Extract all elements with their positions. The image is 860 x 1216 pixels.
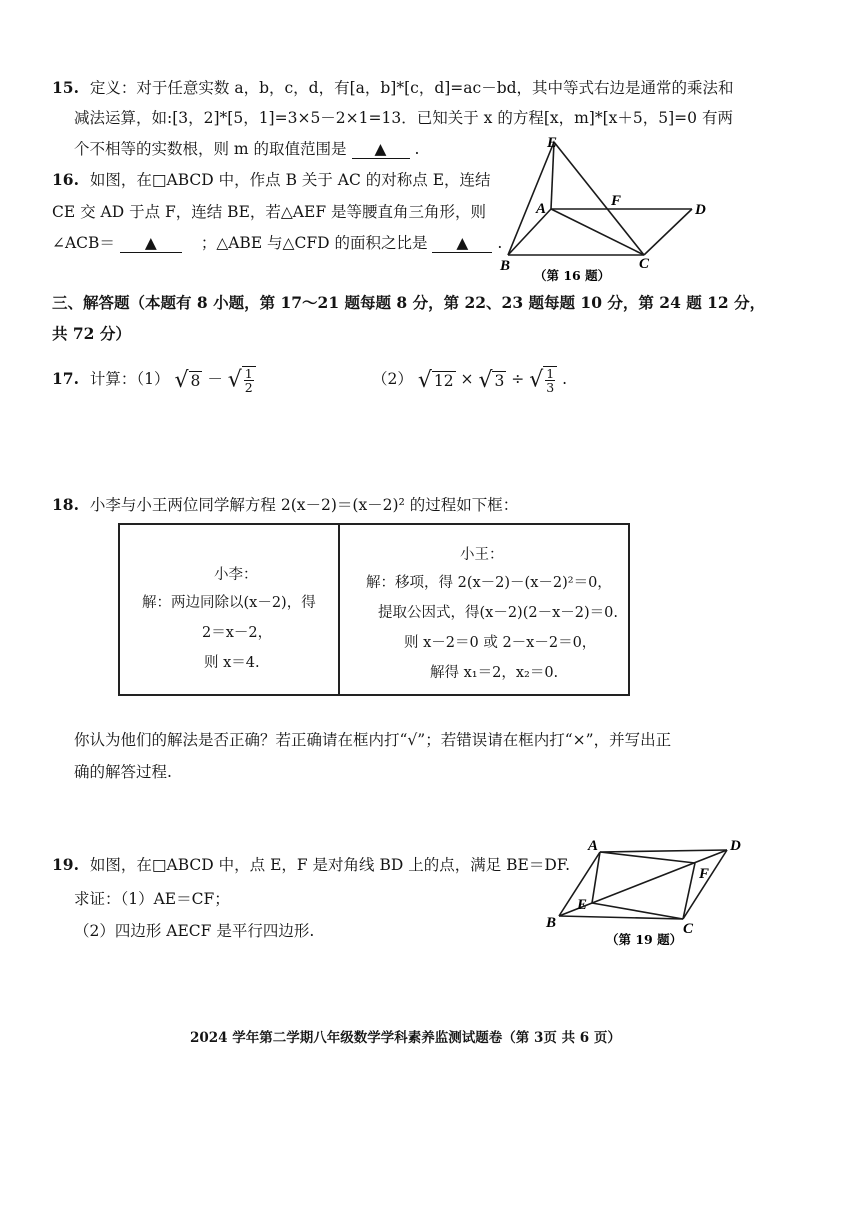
fig19-label-D: D xyxy=(730,838,741,854)
q18-number: 18. xyxy=(52,495,79,514)
q16-text-3b: ；△ABE 与△CFD 的面积之比是 xyxy=(200,234,428,252)
q15-line3 xyxy=(74,137,419,159)
section3-header-line1: 三、解答题（本题有 8 小题，第 17～21 题每题 8 分，第 22、23 题每题 10 分，第 24 题 12 分， xyxy=(52,293,766,312)
q17-frac2-num: 1 xyxy=(546,366,555,381)
q15-line1 xyxy=(52,76,734,98)
q18-wang-cell[interactable] xyxy=(340,525,628,694)
q17-part2-label: （2） xyxy=(372,370,413,388)
q15-period: . xyxy=(414,140,420,158)
fig19-caption: （第 19 题） xyxy=(606,932,683,947)
q18-wang-line3: 则 x－2＝0 或 2－x－2＝0， xyxy=(404,635,597,651)
q18-li-name: 小李： xyxy=(214,567,258,583)
q18-wang-line2: 提取公因式，得(x－2)(2－x－2)＝0. xyxy=(378,605,618,621)
fig16-segment-AC xyxy=(551,209,644,255)
fig16-label-D: D xyxy=(695,202,706,218)
q18-li-cell[interactable] xyxy=(120,525,340,694)
fig16-segment-EA xyxy=(551,142,554,209)
fig16-segment-EB xyxy=(508,142,554,255)
fig16-segment-EC xyxy=(554,142,644,255)
q19-line1 xyxy=(52,853,570,875)
fig19-label-C: C xyxy=(683,921,694,937)
q17-times: × xyxy=(460,370,474,388)
q18-question-1: 你认为他们的解法是否正确？若正确请在框内打“√”；若错误请在框内打“×”，并写出正 xyxy=(74,731,672,749)
fig19-label-E: E xyxy=(577,897,588,913)
q15-text-3: 个不相等的实数根，则 m 的取值范围是 xyxy=(74,140,347,158)
q17-frac1-den: 2 xyxy=(244,380,253,395)
fig16-label-F: F xyxy=(611,193,622,209)
fig16-label-E: E xyxy=(547,135,558,151)
fig16-caption: （第 16 题） xyxy=(534,268,611,283)
q16-line1 xyxy=(52,168,491,190)
q15-text-1: 定义：对于任意实数 a，b，c，d，有[a，b]*[c，d]=ac－bd，其中等式右边是通常的乘法和 xyxy=(89,79,734,97)
q17-sqrt-third: √ $\frac{1}{3}$ xyxy=(529,366,557,394)
fig19-segment-AF xyxy=(600,852,695,863)
q15-answer-blank[interactable]: ▲ xyxy=(352,140,410,159)
q18-li-line2: 2＝x－2， xyxy=(202,625,273,641)
q17-prefix: 计算：（1） xyxy=(89,370,170,388)
q17-sqrt-3: √ 3 xyxy=(478,367,505,393)
q18-li-line3: 则 x＝4. xyxy=(204,655,260,671)
q18-line xyxy=(52,493,518,515)
fig19-label-A: A xyxy=(588,838,599,854)
q19-text-2: 求证：（1）AE＝CF； xyxy=(74,890,230,908)
q16-answer-blank-2[interactable]: ▲ xyxy=(432,234,492,253)
q17-radicand-12: 12 xyxy=(433,371,454,390)
q16-figure xyxy=(494,134,714,284)
q19-figure xyxy=(540,834,750,948)
q18-intro: 小李与小王两位同学解方程 2(x－2)＝(x－2)² 的过程如下框： xyxy=(89,496,519,514)
q17-radicand-3: 3 xyxy=(494,371,505,390)
q17-sqrt-8: √ 8 xyxy=(174,367,201,393)
q18-wang-line4: 解得 x₁＝2，x₂＝0. xyxy=(430,665,559,681)
q16-text-1: 如图，在□ABCD 中，作点 B 关于 AC 的对称点 E，连结 xyxy=(89,171,491,189)
q17-period: . xyxy=(562,370,568,388)
q17-radicand-8: 8 xyxy=(190,371,201,390)
fig19-segment-AD xyxy=(600,850,727,852)
q16-answer-blank-1[interactable]: ▲ xyxy=(120,234,182,253)
q19-number: 19. xyxy=(52,855,79,874)
q16-text-3a: ∠ACB＝ xyxy=(52,234,115,252)
fig16-label-A: A xyxy=(536,201,547,217)
q16-line3 xyxy=(52,231,502,253)
q16-number: 16. xyxy=(52,170,79,189)
q19-text-1: 如图，在□ABCD 中，点 E，F 是对角线 BD 上的点，满足 BE＝DF. xyxy=(89,856,571,874)
q16-text-2: CE 交 AD 于点 F，连结 BE，若△AEF 是等腰直角三角形，则 xyxy=(52,203,487,221)
fig16-label-B: B xyxy=(500,258,511,274)
q17-number: 17. xyxy=(52,369,79,388)
q17-divide: ÷ xyxy=(511,370,525,388)
q17-sqrt-12: √ 12 xyxy=(417,367,454,393)
fig19-label-B: B xyxy=(546,915,557,931)
q15-number: 15. xyxy=(52,78,79,97)
q19-text-3: （2）四边形 AECF 是平行四边形. xyxy=(74,922,315,940)
section3-header-line2: 共 72 分） xyxy=(52,324,131,343)
fig19-label-F: F xyxy=(699,866,710,882)
q18-wang-line1: 解：移项，得 2(x－2)－(x－2)²＝0， xyxy=(366,575,612,591)
q17-part2 xyxy=(372,366,567,394)
q18-wang-name: 小王： xyxy=(460,547,504,563)
q18-solution-box xyxy=(118,523,630,696)
page-footer: 2024 学年第二学期八年级数学学科素养监测试题卷（第 3页 共 6 页） xyxy=(190,1030,621,1046)
fig16-label-C: C xyxy=(639,256,650,272)
q18-question-2: 确的解答过程. xyxy=(74,763,172,781)
q17-minus: － xyxy=(207,370,223,388)
q15-text-2: 减法运算，如:[3，2]*[5，1]=3×5－2×1=13．已知关于 x 的方程[x，m]*[x＋5，5]=0 有两 xyxy=(74,109,733,127)
q17-frac2-den: 3 xyxy=(546,380,555,395)
q17-sqrt-half: √ $\frac{1}{2}$ xyxy=(228,366,256,394)
q16-period: . xyxy=(497,234,503,252)
q18-li-line1: 解：两边同除以(x－2)，得 xyxy=(142,595,316,611)
fig16-segment-DC xyxy=(644,209,692,255)
q17-line xyxy=(52,366,256,394)
q17-frac1-num: 1 xyxy=(244,366,253,381)
